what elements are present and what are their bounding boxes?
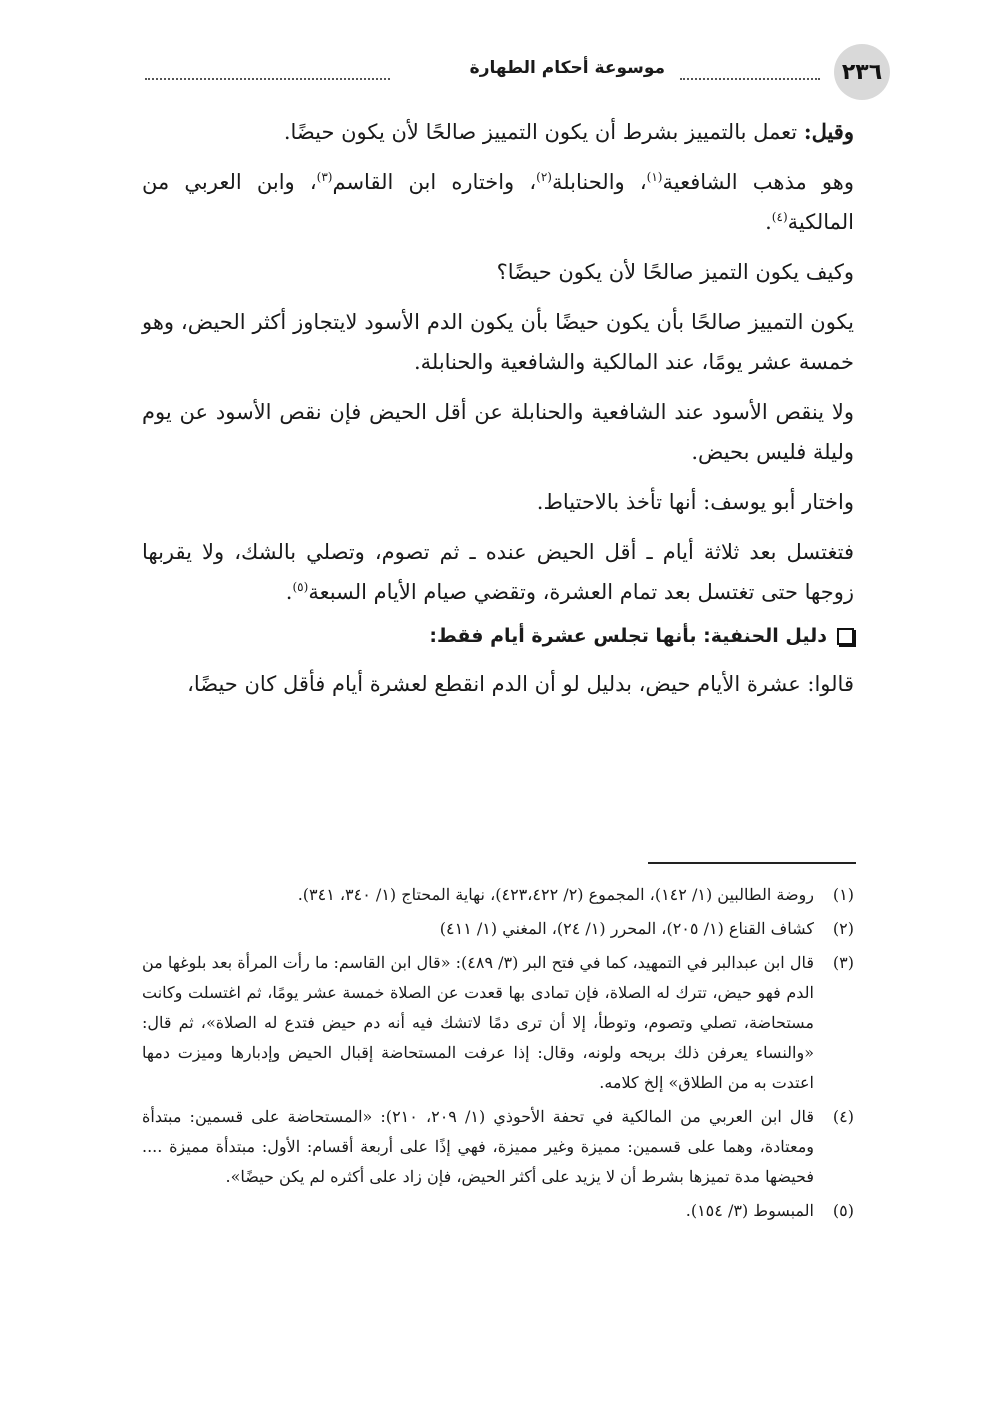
footnote-1 (142, 880, 854, 910)
paragraph-1-lead: وقيل: (803, 119, 854, 144)
paragraph-2-text-c: ، واختاره ابن القاسم (332, 170, 537, 194)
section-heading-text: دليل الحنفية: بأنها تجلس عشرة أيام فقط: (429, 625, 827, 647)
paragraph-4: يكون التمييز صالحًا بأن يكون حيضًا بأن يكون الدم الأسود لايتجاوز أكثر الحيض، وهو خمسة عشر يومًا، عند المالكية والشافعية والحنابلة. (142, 310, 854, 374)
paragraph-1 (142, 112, 854, 152)
footnote-3 (142, 948, 854, 1098)
header-dots-right (680, 78, 820, 80)
footnote-ref-5[interactable]: (٥) (292, 580, 309, 594)
paragraph-2 (142, 162, 854, 242)
paragraph-2-text-d: ، وابن العربي من المالكية (142, 170, 854, 234)
paragraph-7-text-a: فتغتسل بعد ثلاثة أيام ـ أقل الحيض عنده ـ ثم تصوم، وتصلي بالشك، ولا يقربها زوجها حتى تغتسل بعد تمام العشرة، وتقضي صيام الأيام السبعة (142, 540, 854, 604)
footnote-text: قال ابن العربي من المالكية في تحفة الأحوذي (١/ ٢٠٩، ٢١٠): «المستحاضة على قسمين: مبتدأة ومعتادة، وهما على قسمين: مميزة وغير مميزة، فهي إذًا على أربعة أقسام: الأول: مبتدأة مميزة .... فحيضها مدة تميزها بشرط أن لا يزيد على أكثر الحيض، فإن زاد على أكثره لم يكن حيضًا». (142, 1107, 815, 1186)
footnote-text: المبسوط (٣/ ١٥٤). (685, 1201, 814, 1220)
paragraph-8: قالوا: عشرة الأيام حيض، بدليل لو أن الدم انقطع لعشرة أيام فأقل كان حيضًا، (187, 672, 854, 696)
footnote-ref-3[interactable]: (٣) (316, 170, 333, 184)
section-heading (142, 616, 854, 656)
header-title: موسوعة أحكام الطهارة (469, 58, 665, 78)
checkbox-icon (837, 628, 854, 645)
footnote-ref-4[interactable]: (٤) (771, 210, 788, 224)
paragraph-6: واختار أبو يوسف: أنها تأخذ بالاحتياط. (536, 490, 854, 514)
footnote-number: (٢) (832, 919, 854, 938)
footnote-number: (٤) (832, 1107, 854, 1126)
footnote-divider (648, 862, 856, 864)
footnote-text: روضة الطالبين (١/ ١٤٢)، المجموع (٢/ ٤٢٣،٤٢٢)، نهاية المحتاج (١/ ٣٤٠، ٣٤١). (297, 885, 814, 904)
footnote-2 (142, 914, 854, 944)
paragraph-3: وكيف يكون التميز صالحًا لأن يكون حيضًا؟ (496, 260, 854, 284)
paragraph-2-text-a: وهو مذهب الشافعية (662, 170, 854, 194)
page-header (145, 44, 890, 104)
paragraph-2-text-e: . (765, 210, 772, 234)
footnote-ref-1[interactable]: (١) (646, 170, 663, 184)
header-dots-left (145, 78, 390, 80)
footnotes (142, 880, 854, 1230)
paragraph-1-text: تعمل بالتمييز بشرط أن يكون التمييز صالحًا لأن يكون حيضًا. (283, 120, 804, 144)
footnote-number: (٣) (832, 953, 854, 972)
page-number: ٢٣٦ (834, 44, 890, 100)
paragraph-7-text-b: . (285, 580, 293, 604)
footnote-text: قال ابن عبدالبر في التمهيد، كما في فتح البر (٣/ ٤٨٩): «قال ابن القاسم: ما رأت المرأة بعد بلوغها من الدم فهو حيض، تترك له الصلاة، فإن تمادى بها قعدت عن الصلاة خمسة عشر يومًا، ثم اغتسلت وكانت مستحاضة، تصلي وتصوم، وتوطأ، إلا أن ترى دمًا لاتشك فيه أنه دم حيض فتدع له الصلاة»، ثم قال: «والنساء يعرفن ذلك بريحه ولونه، وقال: إذا عرفت المستحاضة إقبال الحيض وإدبارها وميزت دمها اعتدت به من الطلاق» إلخ كلامه. (142, 953, 815, 1092)
main-text (142, 112, 854, 714)
footnote-number: (١) (832, 885, 854, 904)
footnote-number: (٥) (832, 1201, 854, 1220)
footnote-text: كشاف القناع (١/ ٢٠٥)، المحرر (١/ ٢٤)، المغني (١/ ٤١١) (439, 919, 814, 938)
footnote-4 (142, 1102, 854, 1192)
paragraph-5: ولا ينقص الأسود عند الشافعية والحنابلة عن أقل الحيض فإن نقص الأسود عن يوم وليلة فليس بحيض. (142, 400, 854, 464)
footnote-5 (142, 1196, 854, 1226)
paragraph-2-text-b: ، والحنابلة (551, 170, 647, 194)
footnote-ref-2[interactable]: (٢) (536, 170, 552, 184)
paragraph-7 (142, 532, 854, 612)
